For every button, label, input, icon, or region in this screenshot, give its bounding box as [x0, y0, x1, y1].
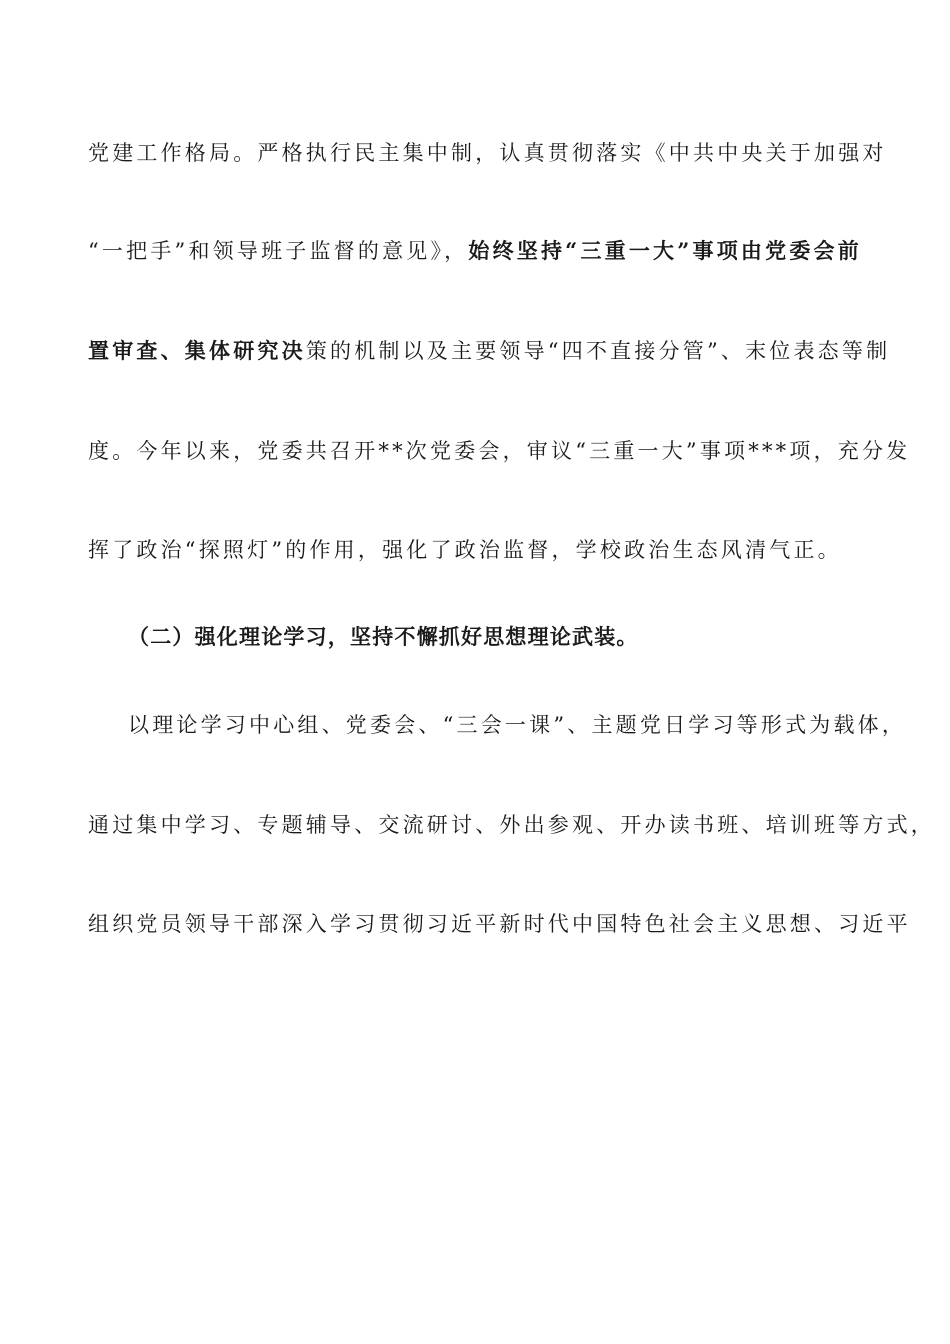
paragraph-line: 挥了政治“探照灯”的作用，强化了政治监督，学校政治生态风清气正。	[88, 538, 842, 562]
bold-text-span: 始终坚持“三重一大”事项由党委会前	[468, 238, 862, 263]
paragraph-line: 度。今年以来，党委共召开**次党委会，审议“三重一大”事项***项，充分发	[88, 439, 911, 463]
paragraph-line	[88, 336, 891, 366]
paragraph-line: 以理论学习中心组、党委会、“三会一课”、主题党日学习等形式为载体，	[128, 713, 907, 737]
bold-text-span: 置审查、集体研究决	[88, 338, 306, 363]
paragraph-line: 组织党员领导干部深入学习贯彻习近平新时代中国特色社会主义思想、习近平	[88, 912, 911, 936]
text-span: “一把手”和领导班子监督的意见》，	[88, 239, 469, 263]
paragraph-line: 通过集中学习、专题辅导、交流研讨、外出参观、开办读书班、培训班等方式，	[88, 813, 935, 837]
text-span: 策的机制以及主要领导“四不直接分管”、末位表态等制	[305, 339, 891, 363]
paragraph-line	[88, 236, 888, 266]
section-heading: （二）强化理论学习，坚持不懈抓好思想理论武装。	[128, 624, 639, 649]
paragraph-line: 党建工作格局。严格执行民主集中制，认真贯彻落实《中共中央关于加强对	[88, 141, 887, 165]
